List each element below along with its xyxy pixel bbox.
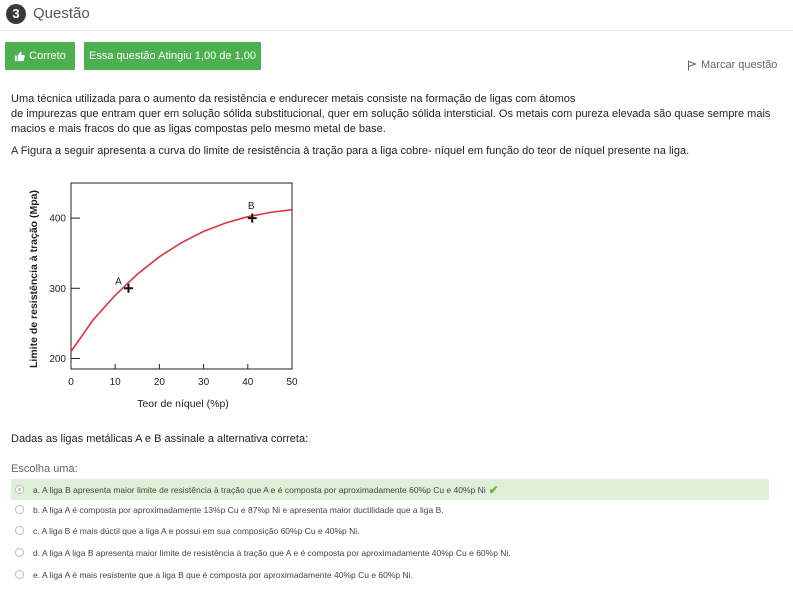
figure-intro-text: A Figura a seguir apresenta a curva do limite de resistência à tração para a liga cobre- níquel em função do teor de níquel presente na liga. xyxy=(11,145,690,157)
choose-label: Escolha uma: xyxy=(11,463,78,475)
thumbs-up-icon xyxy=(14,51,25,62)
question-number-badge: 3 xyxy=(6,4,26,24)
x-tick-label: 0 xyxy=(68,377,74,388)
score-badge xyxy=(84,42,261,70)
correct-label: Correto xyxy=(29,50,66,62)
flag-question-button[interactable] xyxy=(687,59,777,71)
answer-option-e[interactable] xyxy=(11,564,769,585)
question-text-line: de impurezas que entram quer em solução sólida substitucional, quer em solução sólida intersticial. Os metais com pureza elevada são quase sempre mais xyxy=(11,108,771,120)
point-label-b: B xyxy=(247,201,255,213)
answer-option-text: c. A liga B é mais dúctil que a liga A e possui em sua composição 60%p Cu e 40%p Ni. xyxy=(33,525,360,536)
answer-option-c[interactable] xyxy=(11,520,769,541)
x-tick-label: 30 xyxy=(198,377,210,388)
correct-check-icon: ✔ xyxy=(488,482,499,497)
question-title: Questão xyxy=(33,5,90,22)
answer-option-b[interactable] xyxy=(11,499,769,520)
chart-x-label: Teor de níquel (%p) xyxy=(137,398,229,410)
y-tick-label: 400 xyxy=(49,213,66,225)
question-header xyxy=(0,0,793,31)
chart-y-label: Limite de resistência à tração (Mpa) xyxy=(28,190,40,368)
answer-option-d[interactable] xyxy=(11,542,769,563)
x-tick-label: 40 xyxy=(242,377,254,388)
flag-icon xyxy=(687,60,697,71)
x-tick-label: 20 xyxy=(153,377,165,388)
question-text xyxy=(11,92,770,137)
y-tick-label: 300 xyxy=(49,283,66,295)
answer-radio[interactable] xyxy=(15,570,24,579)
question-text-line: Uma técnica utilizada para o aumento da resistência e endurecer metais consiste na formação de ligas com átomos xyxy=(11,93,576,105)
question-prompt: Dadas as ligas metálicas A e B assinale a alternativa correta: xyxy=(11,433,309,445)
correct-badge xyxy=(5,42,75,70)
x-tick-label: 50 xyxy=(286,377,298,388)
score-label: Essa questão Atingiu 1,00 de 1,00 xyxy=(89,50,256,62)
answer-option-text: a. A liga B apresenta maior limite de resistência à tração que A e é composta por aproximadamente 60%p Cu e 40%p Ni xyxy=(33,484,486,495)
answer-option-text: d. A liga A liga B apresenta maior limite de resistência à tração que A e é composta por aproximadamente 40%p Cu e 60%p Ni. xyxy=(33,547,511,558)
point-label-a: A xyxy=(115,276,122,288)
answer-radio[interactable] xyxy=(15,485,24,494)
answer-option-a[interactable] xyxy=(11,479,769,500)
answer-option-text: b. A liga A é composta por aproximadamente 13%p Cu e 87%p Ni e apresenta maior ductilidade que a liga B. xyxy=(33,504,444,515)
answer-option-text: e. A liga A é mais resistente que a liga B que é composta por aproximadamente 40%p Cu e 60%p Ni. xyxy=(33,569,413,580)
flag-question-label: Marcar questão xyxy=(701,59,778,71)
y-tick-label: 200 xyxy=(49,353,66,365)
chart-plot-frame xyxy=(71,183,292,369)
strength-curve-line xyxy=(71,210,292,352)
question-text-line: macios e mais fracos do que as ligas compostas pelo mesmo metal de base. xyxy=(11,123,386,135)
answer-radio[interactable] xyxy=(15,505,24,514)
x-tick-label: 10 xyxy=(109,377,121,388)
answer-radio[interactable] xyxy=(15,548,24,557)
tensile-strength-chart xyxy=(25,172,315,417)
answer-radio[interactable] xyxy=(15,526,24,535)
